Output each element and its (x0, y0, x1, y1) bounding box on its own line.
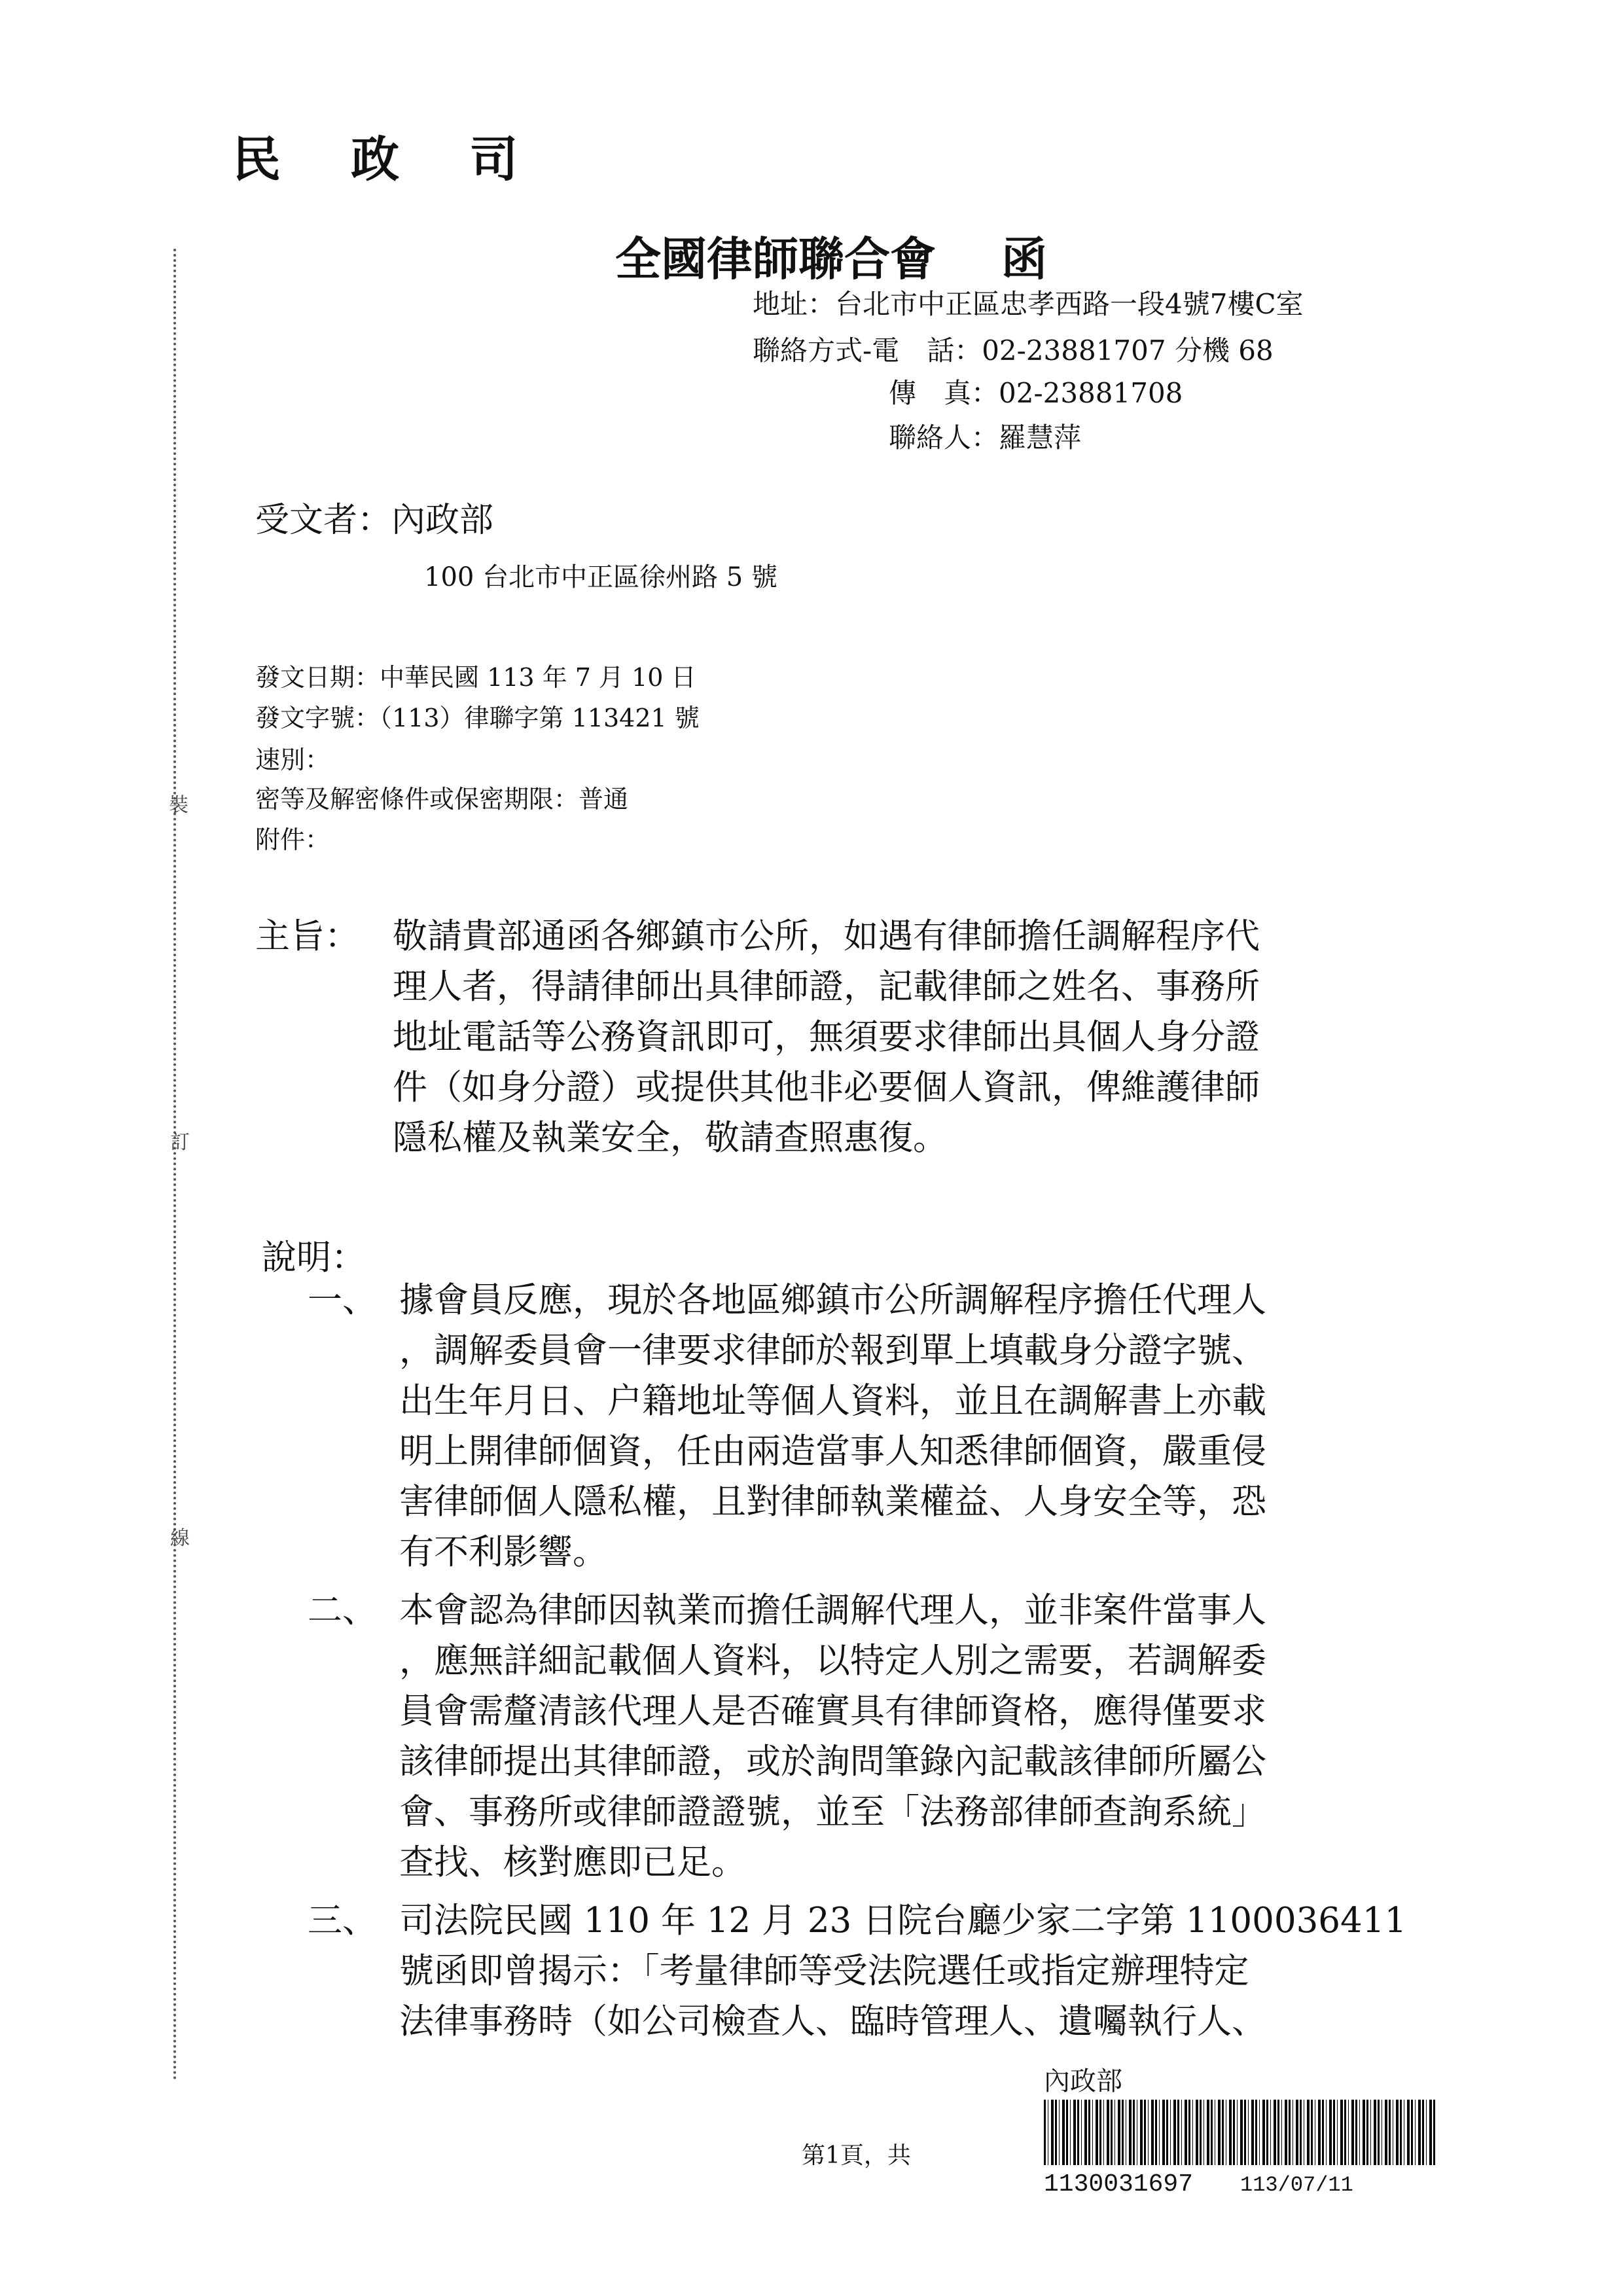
recipient-address: 100 台北市中正區徐州路 5 號 (424, 562, 777, 592)
issue-date: 發文日期：中華民國 113 年 7 月 10 日 (255, 663, 696, 692)
item-line: 員會需釐清該代理人是否確實具有律師資格，應得僅要求 (399, 1691, 1266, 1731)
item-line: ，應無詳細記載個人資料，以特定人別之需要，若調解委 (399, 1641, 1266, 1681)
sender-phone: 聯絡方式-電 話：02-23881707 分機 68 (753, 334, 1274, 367)
attachments: 附件： (255, 825, 330, 854)
org-name: 全國律師聯合會 (615, 232, 936, 286)
item-line: ，調解委員會一律要求律師於報到單上填載身分證字號、 (399, 1331, 1266, 1371)
sender-contact: 聯絡人：羅慧萍 (889, 422, 1082, 454)
fold-mark-zhuang: 裝 (169, 794, 188, 817)
fold-mark-ding: 訂 (170, 1131, 190, 1154)
item-line: 該律師提出其律師證，或於詢問筆錄內記載該律師所屬公 (399, 1742, 1266, 1782)
security-level: 密等及解密條件或保密期限：普通 (255, 785, 629, 814)
speed-class: 速別： (255, 745, 330, 774)
item-line: 出生年月日、户籍地址等個人資料，並且在調解書上亦載 (399, 1381, 1266, 1421)
reference-number: 發文字號：（113）律聯字第 113421 號 (255, 704, 700, 732)
department-stamp: 民 政 司 (232, 132, 545, 188)
explanation-label: 說明： (262, 1238, 366, 1278)
subject-line: 理人者，得請律師出具律師證，記載律師之姓名、事務所 (393, 967, 1260, 1007)
item-line: 司法院民國 110 年 12 月 23 日院台廳少家二字第 1100036411 (399, 1901, 1407, 1941)
item-line: 號函即曾揭示：「考量律師等受法院選任或指定辦理特定 (399, 1951, 1249, 1991)
receipt-date: 113/07/11 (1240, 2173, 1353, 2197)
item-line: 明上開律師個資，任由兩造當事人知悉律師個資，嚴重侵 (399, 1431, 1266, 1471)
receipt-organization: 內政部 (1044, 2067, 1122, 2096)
barcode-icon (1044, 2100, 1436, 2165)
item-line: 本會認為律師因執業而擔任調解代理人，並非案件當事人 (399, 1590, 1266, 1630)
document-type: 函 (1001, 232, 1047, 286)
subject-text (393, 911, 1260, 1163)
sender-fax: 傳 真：02-23881708 (889, 377, 1183, 409)
item-line: 有不利影響。 (399, 1532, 607, 1572)
item-line: 查找、核對應即已足。 (399, 1842, 746, 1882)
item-number: 三、 (308, 1901, 377, 1941)
subject-line: 隱私權及執業安全，敬請查照惠復。 (393, 1118, 948, 1158)
binding-fold-line (173, 249, 176, 2081)
item-number: 二、 (308, 1590, 377, 1630)
subject-line: 件（如身分證）或提供其他非必要個人資訊，俾維護律師 (393, 1067, 1260, 1107)
item-number: 一、 (308, 1280, 377, 1320)
receipt-number: 1130031697 (1044, 2170, 1194, 2198)
page-number: 第1頁，共 (802, 2142, 911, 2169)
organization-title (615, 223, 1047, 289)
subject-label: 主旨： (255, 916, 359, 956)
subject-line: 敬請貴部通函各鄉鎮市公所，如遇有律師擔任調解程序代 (393, 916, 1260, 956)
receipt-barcode-label (1037, 2060, 1456, 2211)
recipient: 受文者：內政部 (255, 501, 494, 540)
item-line: 據會員反應，現於各地區鄉鎮市公所調解程序擔任代理人 (399, 1280, 1266, 1320)
item-line: 害律師個人隱私權，且對律師執業權益、人身安全等，恐 (399, 1482, 1266, 1522)
subject-line: 地址電話等公務資訊即可，無須要求律師出具個人身分證 (393, 1017, 1260, 1057)
fold-mark-xian: 線 (170, 1527, 190, 1550)
item-line: 法律事務時（如公司檢查人、臨時管理人、遺囑執行人、 (399, 2001, 1266, 2041)
item-line: 會、事務所或律師證證號，並至「法務部律師查詢系統」 (399, 1792, 1266, 1832)
sender-address: 地址：台北市中正區忠孝西路一段4號7樓C室 (753, 288, 1304, 320)
